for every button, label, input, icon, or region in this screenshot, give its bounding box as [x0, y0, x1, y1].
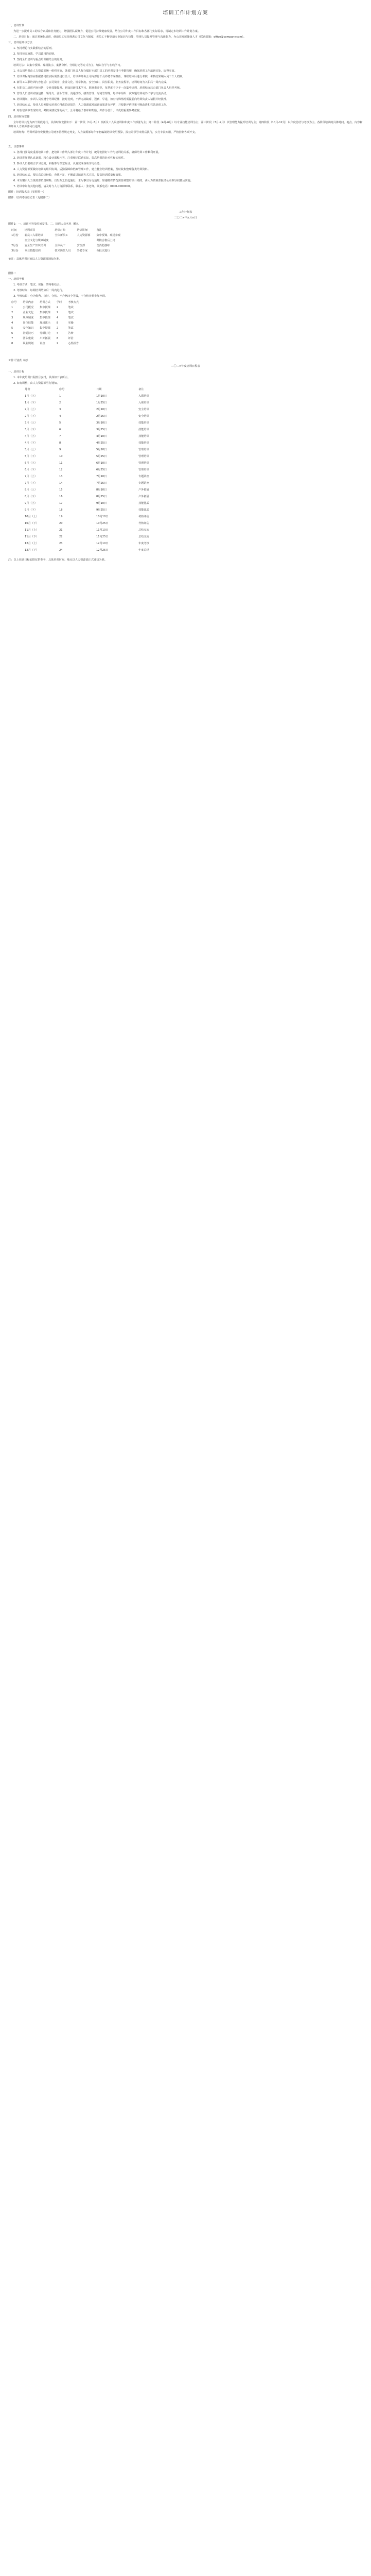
attachment-date: 二〇二×年×月×日: [174, 216, 197, 220]
table-row: [22, 408, 178, 414]
table-cell: 培训内容: [23, 300, 34, 304]
table-cell: 11月10日: [96, 529, 109, 532]
table-cell: 4月10日: [96, 435, 107, 438]
table-cell: 管理培训: [138, 462, 149, 465]
paragraph: 二、培训目标：通过系统化培训，使新员工尽快熟悉公司文化与制度，老员工不断更新专业知识与技能，管理人员提升管理与沟通能力，为公司发展储备人才（联系邮箱：office@company.com）。: [13, 35, 246, 39]
table-row: [22, 515, 178, 521]
paragraph: 培训方法：以集中授课、现场演示、案例分析、分组讨论等方式为主，辅以自学与在线学习。: [13, 63, 123, 67]
list-item: 3. 考核结果：分为优秀、良好、合格、不合格四个等级，不合格者须参加补训。: [13, 294, 108, 298]
table-cell: 安全部: [77, 244, 85, 247]
attachment-two: [8, 272, 363, 347]
section-background: [8, 24, 363, 134]
table-cell: 技能比武: [138, 502, 149, 505]
table-cell: 全体新员工: [55, 233, 68, 237]
table-cell: 笔试: [68, 326, 74, 330]
table-cell: 8月25日: [96, 495, 107, 499]
list-item: 1. 各部门要高度重视培训工作，把培训工作纳入部门年度工作计划，统筹安排好工作与培训的关系，确保培训工作顺利开展。: [13, 150, 161, 154]
list-item: 2. 培训课程内容应根据各岗位实际需要进行设计，培训讲师由公司内部骨干及外聘专家担任，课程结束后进行考核，考核结果纳入员工个人档案。: [13, 75, 185, 79]
table-cell: 公司概况: [23, 306, 34, 309]
table-cell: 9月（下）: [25, 509, 38, 512]
table-cell: 9月25日: [96, 509, 107, 512]
table-cell: [51, 239, 74, 244]
table-cell: 技能培训: [138, 428, 149, 432]
paragraph: 培训经费：培训所需经费按照公司财务管理规定列支，人力资源部每年年初编制培训费用预算，报公司领导审批后执行，实行专款专用，严格控制各项开支。: [13, 130, 198, 134]
table-cell: 9月10日: [96, 502, 107, 505]
table-row: [22, 394, 178, 401]
table-cell: 企业文化: [23, 311, 34, 314]
list-item: 1. 本年度培训日程按月安排，具体如下表所示。: [13, 376, 70, 380]
table-cell: 8: [11, 342, 13, 345]
table-cell: 2: [56, 311, 59, 314]
list-item: 3. 参训人员要端正学习态度，积极参与课堂互动，认真完成各项学习任务。: [13, 162, 102, 165]
table-cell: 技能培训: [138, 435, 149, 438]
training-schedule: [8, 359, 363, 562]
schedule-footer-note: 注：以上培训日程安排仅供参考，具体培训时间、地点以人力资源部正式通知为准。: [8, 558, 107, 562]
table-cell: [8, 239, 22, 244]
table-cell: 集中授课、现场参观: [96, 233, 121, 237]
table-cell: [74, 239, 94, 244]
table-cell: 7月（上）: [25, 475, 38, 479]
table-cell: 3月份: [11, 249, 19, 252]
table-cell: 管理培训: [138, 468, 149, 472]
table-cell: 7月25日: [96, 482, 107, 485]
table-cell: 7: [11, 336, 13, 340]
table-row: [22, 414, 178, 421]
table-cell: 安全生产知识培训: [24, 244, 46, 247]
table-cell: 8月（下）: [25, 495, 38, 499]
table-cell: 5: [11, 326, 13, 330]
table-cell: 入职培训: [138, 401, 149, 405]
table-row: [8, 306, 82, 311]
attachment-heading: 附件二: [8, 272, 16, 275]
table-cell: 6月10日: [96, 462, 107, 465]
table-cell: 分组讨论: [40, 331, 50, 335]
table-cell: 笔试: [68, 311, 74, 314]
table-cell: 10月25日: [96, 522, 109, 526]
table-cell: 19: [59, 515, 63, 519]
table-cell: 11月25日: [96, 535, 109, 539]
list-item: 5. 管理人员培训内容包括：领导力、团队管理、沟通技巧、绩效管理、时间管理等，每半年组织一次专题培训或外出学习交流活动。: [13, 92, 169, 96]
table-cell: 2月（下）: [25, 415, 38, 418]
list-item: 6. 培训期间，参训人员应遵守培训纪律，按时签到，不得无故缺席、迟到、早退，如有特殊情况需提前向培训负责人请假并经批准。: [13, 98, 169, 101]
table-row: [22, 528, 178, 535]
table-row: [22, 548, 178, 555]
paragraph: 三、培训原则与方法: [8, 41, 32, 44]
table-cell: 答辩: [68, 331, 74, 335]
table-cell: 讲座: [40, 342, 45, 345]
table-cell: 23: [59, 542, 63, 546]
paragraph: 全年培训共分为四个阶段进行，具体时间安排如下：第一阶段（1月-3月）以新员工入职培训和年度工作部署为主；第二阶段（4月-6月）以专业技能培训为主；第三阶段（7月-9月）以管理能力提升培训为主；第四阶段（10月-12月）以年度总结与考核为主。各阶段培训的具体时间、地点、内容和讲师由人力资源部另行通知。: [8, 121, 363, 128]
table-cell: 3月25日: [96, 428, 107, 432]
table-cell: 现场演示: [40, 321, 50, 325]
paragraph: 为进一步提升员工的综合素质和业务能力，增强团队凝聚力，促进公司持续健康发展，结合公司年度工作目标和各部门实际需求，特制定本培训工作计划方案。: [13, 29, 201, 33]
list-item: 4. 人力资源部要做好培训的组织协调、后勤保障和档案管理工作，建立健全培训档案，及时收集整理各类培训资料。: [13, 168, 150, 171]
table-cell: 序号: [11, 300, 17, 304]
table-row: [22, 468, 178, 474]
table-cell: 1: [11, 306, 13, 309]
table-cell: 11月（上）: [25, 529, 39, 532]
schedule-date-table: [22, 387, 178, 555]
table-cell: 7月10日: [96, 475, 107, 479]
table-cell: 7: [59, 435, 61, 438]
table-cell: 8: [59, 442, 61, 445]
table-cell: 2月10日: [96, 408, 107, 412]
table-cell: 1月25日: [96, 401, 107, 405]
section-heading: 五、注意事项: [8, 145, 25, 148]
list-item: 4. 在职员工培训内容包括：专业技能提升、新知识新技术学习、职业素养等，每季度不少于一次集中培训，培训结束后由部门负责人组织考核。: [13, 87, 183, 90]
table-cell: 8: [56, 321, 59, 325]
table-row: [8, 233, 123, 239]
table-cell: 14: [59, 482, 63, 485]
table-cell: 5: [59, 421, 61, 425]
table-cell: 年度考核: [138, 542, 149, 546]
table-row: [8, 321, 82, 326]
list-item: 3. 新员工入职培训内容包括：公司简介、企业文化、规章制度、安全知识、岗位职责、业务流程等，培训时间为入职后一周内完成。: [13, 81, 169, 84]
table-row: [22, 501, 178, 508]
table-cell: 21: [59, 529, 63, 532]
table-cell: 9月（上）: [25, 502, 38, 505]
table-cell: 12月10日: [96, 542, 109, 546]
table-cell: 全体员工: [55, 244, 66, 247]
table-cell: 专题讲座: [138, 482, 149, 485]
attachment-note: 附件：培训报名表（见附件一）: [8, 191, 46, 194]
list-item: 7. 培训中如有其他问题，请及时与人力资源部联系，联系人：张老师，联系电话：0000-0000000。: [13, 185, 133, 189]
list-item: 8. 对在培训中表现突出、考核成绩优秀的员工，公司将给予表彰和奖励，并作为晋升、评优的重要参考依据。: [13, 109, 143, 113]
table-cell: 12月（上）: [25, 542, 39, 546]
table-cell: 1: [59, 395, 61, 398]
list-item: 5. 培训结束后，要认真总结经验，查找不足，不断改进培训方式方法，提高培训质量和效果。: [13, 174, 124, 177]
table-row: [8, 316, 82, 321]
table-cell: 18: [59, 509, 63, 512]
table-cell: 管理培训: [138, 455, 149, 459]
table-cell: 总结交流: [138, 529, 149, 532]
table-cell: 10: [59, 455, 63, 459]
list-item: 7. 培训结束后，参训人员须提交培训心得或总结报告，人力资源部对培训效果进行评估，并根据评估结果不断改进和完善培训工作。: [13, 104, 169, 107]
table-cell: 2: [56, 306, 59, 309]
table-cell: 15: [59, 488, 63, 492]
table-cell: 17: [59, 502, 63, 505]
table-cell: 4: [59, 415, 61, 418]
table-cell: 户外拓展: [40, 336, 50, 340]
section-heading: 一、培训背景: [8, 24, 25, 27]
table-row: [8, 239, 123, 244]
table-header-cell: 序号: [59, 388, 65, 392]
table-cell: 4月25日: [96, 442, 107, 445]
table-cell: 11: [59, 462, 63, 465]
table-cell: 7月（下）: [25, 482, 38, 485]
table-row: [8, 249, 123, 254]
document-title: 培训工作计划方案: [163, 10, 208, 16]
table-cell: 考核方式: [68, 300, 79, 304]
table-cell: 3: [59, 408, 61, 412]
list-item: 2. 坚持按需施教、学以致用的原则。: [13, 52, 57, 56]
table-header-cell: 备注: [138, 388, 144, 392]
table-cell: 规章制度: [23, 316, 34, 319]
list-item: 2. 如有调整，由人力资源部另行通知。: [13, 382, 60, 385]
table-cell: 3月（上）: [25, 421, 38, 425]
table-cell: 技能比武: [138, 509, 149, 512]
table-cell: 1月份: [11, 233, 19, 237]
table-cell: 8: [56, 336, 59, 340]
table-cell: 沟通技巧: [23, 331, 34, 335]
table-cell: 4: [56, 331, 59, 335]
table-cell: 2: [56, 342, 59, 345]
table-cell: 1月（下）: [25, 401, 38, 405]
table-cell: 8月（上）: [25, 488, 38, 492]
table-row: [22, 521, 178, 528]
table-header-cell: 月份: [25, 388, 30, 392]
table-cell: 9: [59, 448, 61, 452]
table-row: [22, 428, 178, 434]
table-cell: 考核评估: [138, 522, 149, 526]
table-cell: 团队建设: [23, 336, 34, 340]
table-cell: 集中授课: [40, 311, 50, 314]
table-cell: 12: [59, 468, 63, 472]
table-cell: 3月10日: [96, 421, 107, 425]
table-cell: 5月（下）: [25, 455, 38, 459]
list-item: 3. 坚持全员培训与重点培训相结合的原则。: [13, 58, 65, 61]
table-cell: 2月份: [11, 244, 19, 247]
table-cell: 4月（上）: [25, 435, 38, 438]
table-row: [22, 448, 178, 454]
table-cell: 考核合格后上岗: [96, 239, 115, 242]
table-cell: 22: [59, 535, 63, 539]
table-row: [22, 421, 178, 428]
table-cell: 入职培训: [138, 395, 149, 398]
paragraph: 附件1：一、培训内容及时间安排。二、培训人员名单（略）。: [8, 222, 81, 226]
table-cell: 培训对象: [55, 228, 66, 232]
table-cell: 人力资源部: [77, 233, 91, 237]
table-cell: 技术岗位人员: [55, 249, 71, 252]
table-cell: 安全知识: [23, 326, 34, 330]
table-row: [22, 461, 178, 468]
table-cell: 集中授课: [40, 306, 50, 309]
table-cell: 笔试: [68, 306, 74, 309]
list-item: 6. 本方案由人力资源部负责解释，自发布之日起施行，未尽事宜另行通知。如遇特殊情况需要调整培训计划的，由人力资源部报请公司领导同意后实施。: [13, 179, 193, 183]
list-item: 1. 本公司培训由人力资源部统一组织实施，各部门负责人配合做好本部门员工的培训安排与考勤管理，确保培训工作落到实处，取得实效。: [13, 70, 177, 73]
table-cell: 5月25日: [96, 455, 107, 459]
section-heading: 一、培训考核: [8, 277, 25, 281]
table-cell: 16: [59, 495, 63, 499]
attachment-heading: 工作计划表（续）: [8, 359, 30, 362]
table-cell: 12月（下）: [25, 549, 39, 552]
table-cell: 10月（上）: [25, 515, 39, 519]
list-item: 1. 考核方式：笔试、实操、答辩相结合。: [13, 283, 62, 286]
table-cell: 新员工入职培训: [24, 233, 44, 237]
section-notes: [8, 145, 363, 200]
schedule-table: [8, 228, 123, 254]
table-cell: 心得报告: [68, 342, 79, 345]
table-cell: 户外拓展: [138, 488, 149, 492]
table-cell: 笔试: [68, 316, 74, 319]
table-cell: 2月（上）: [25, 408, 38, 412]
table-cell: 集中授课: [40, 326, 50, 330]
table-cell: 6: [59, 428, 61, 432]
table-cell: 分批次进行: [96, 249, 110, 252]
table-cell: 10月（下）: [25, 522, 39, 526]
table-row: [22, 535, 178, 541]
table-row: [8, 331, 82, 336]
table-cell: 管理培训: [138, 448, 149, 452]
table-row: [8, 326, 82, 331]
table-cell: 2: [59, 401, 61, 405]
attachment-note: 附件：培训考核登记表（见附件二）: [8, 196, 51, 200]
table-cell: 2: [56, 326, 59, 330]
table-cell: 总结交流: [138, 535, 149, 539]
table-cell: 4: [11, 321, 13, 325]
list-item: 1. 坚持理论与实践相结合的原则。: [13, 46, 55, 50]
table-header-row: [22, 387, 178, 394]
table-note: 备注：具体培训时间以人力资源部通知为准。: [8, 257, 62, 261]
table-cell: 10月10日: [96, 515, 109, 519]
table-cell: 12月25日: [96, 549, 109, 552]
table-cell: 4: [56, 316, 59, 319]
course-table: [8, 300, 82, 347]
table-cell: 户外拓展: [138, 495, 149, 499]
table-cell: 3: [11, 316, 13, 319]
table-row: [8, 300, 82, 306]
table-cell: 安全培训: [138, 415, 149, 418]
table-cell: 6月（下）: [25, 468, 38, 472]
table-cell: 5月（上）: [25, 448, 38, 452]
table-cell: 20: [59, 522, 63, 526]
table-row: [22, 495, 178, 501]
table-cell: 时间: [11, 228, 17, 232]
table-cell: 2: [11, 311, 13, 314]
document-page: [8, 0, 363, 570]
table-cell: 6: [11, 331, 13, 335]
section-heading: 一、培训日程: [8, 370, 25, 374]
table-cell: 学时: [56, 300, 62, 304]
table-cell: 8月10日: [96, 488, 107, 492]
schedule-subtitle: 二〇二×年度培训日程表: [171, 365, 200, 368]
table-cell: 技能培训: [138, 421, 149, 425]
table-cell: 职业规划: [23, 342, 34, 345]
table-cell: 5月10日: [96, 448, 107, 452]
table-cell: 2月25日: [96, 415, 107, 418]
table-cell: 含消防演练: [96, 244, 110, 247]
table-row: [22, 508, 178, 515]
attachment-one: [8, 210, 363, 261]
section-heading: 四、培训时间安排: [8, 115, 30, 118]
table-cell: 岗位技能: [23, 321, 34, 325]
table-cell: 培训讲师: [77, 228, 88, 232]
table-row: [8, 336, 82, 342]
table-cell: 外聘专家: [77, 249, 88, 252]
list-item: 2. 培训讲师要认真备课，精心设计课程内容，注重理论联系实际，提高培训的针对性和实效性。: [13, 156, 127, 160]
table-row: [22, 441, 178, 448]
table-cell: 年度总结: [138, 549, 149, 552]
attachment-heading: 工作计划表: [179, 211, 192, 214]
table-cell: 11月（下）: [25, 535, 39, 539]
table-header-cell: 日期: [96, 388, 102, 392]
table-row: [22, 454, 178, 461]
table-cell: 4月（下）: [25, 442, 38, 445]
table-row: [22, 488, 178, 495]
table-cell: 专业技能培训: [24, 249, 41, 252]
table-row: [22, 541, 178, 548]
table-cell: 安全培训: [138, 408, 149, 412]
table-row: [22, 401, 178, 408]
table-row: [8, 342, 82, 347]
table-cell: 6月（上）: [25, 462, 38, 465]
table-cell: 24: [59, 549, 63, 552]
table-row: [22, 474, 178, 481]
list-item: 2. 考核时间：每期培训结束后一周内进行。: [13, 289, 65, 292]
table-cell: 6月25日: [96, 468, 107, 472]
table-cell: 专题讲座: [138, 475, 149, 479]
table-row: [8, 244, 123, 249]
table-cell: 技能培训: [138, 442, 149, 445]
table-row: [8, 311, 82, 316]
table-cell: 培训项目: [24, 228, 36, 232]
table-cell: 3月（下）: [25, 428, 38, 432]
table-cell: 实操: [68, 321, 74, 325]
table-cell: 备注: [96, 228, 102, 232]
table-cell: 考核评估: [138, 515, 149, 519]
table-cell: 1月（上）: [25, 395, 38, 398]
table-cell: 13: [59, 475, 63, 479]
table-cell: 集中授课: [40, 316, 50, 319]
table-row: [8, 228, 123, 233]
table-row: [22, 481, 178, 488]
table-cell: 企业文化与规章制度: [24, 239, 49, 242]
table-cell: 评估: [68, 336, 74, 340]
table-cell: 培训方式: [40, 300, 50, 304]
table-row: [22, 434, 178, 441]
table-cell: 1月10日: [96, 395, 107, 398]
